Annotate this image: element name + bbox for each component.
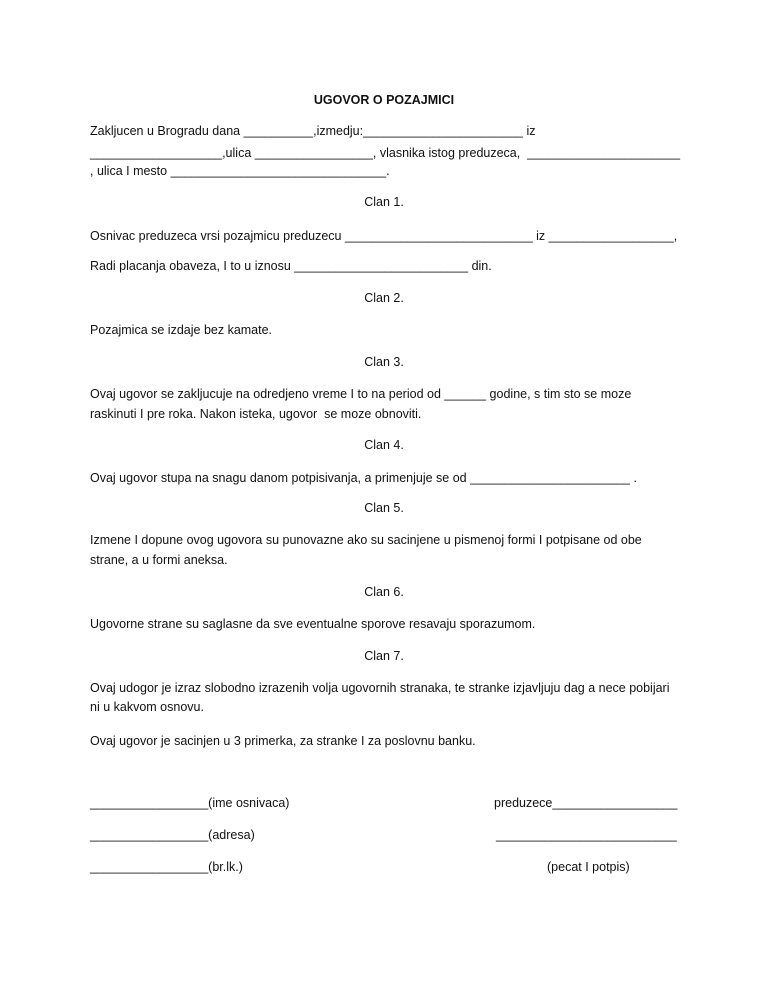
article-2-line-1: Pozajmica se izdaje bez kamate. — [90, 323, 273, 337]
intro-line-1: Zakljucen u Brogradu dana __________,izmedju:_______________________ iz — [90, 124, 536, 138]
article-6-heading: Clan 6. — [364, 585, 404, 599]
article-4-line-1: Ovaj ugovor stupa na snagu danom potpisivanja, a primenjuje se od _______________________ . — [90, 471, 637, 485]
signature-founder-id: _________________(br.lk.) — [90, 860, 243, 874]
article-3-line-2: raskinuti I pre roka. Nakon isteka, ugovor se moze obnoviti. — [90, 407, 422, 421]
article-5-line-2: strane, a u formi aneksa. — [90, 553, 228, 567]
signature-founder-address: _________________(adresa) — [90, 828, 255, 842]
article-3-line-1: Ovaj ugovor se zakljucuje na odredjeno vreme I to na period od ______ godine, s tim sto se moze — [90, 387, 632, 401]
article-1-heading: Clan 1. — [364, 195, 404, 209]
intro-line-2: ___________________,ulica _________________, vlasnika istog preduzeca, ______________________ — [90, 146, 681, 160]
signature-company-line: __________________________ — [496, 828, 677, 842]
article-7-line-1: Ovaj udogor je izraz slobodno izrazenih volja ugovornih stranaka, te stranke izjavljuju dag a nece pobijari — [90, 681, 670, 695]
article-1-line-2: Radi placanja obaveza, I to u iznosu _________________________ din. — [90, 259, 492, 273]
article-6-line-1: Ugovorne strane su saglasne da sve eventualne sporove resavaju sporazumom. — [90, 617, 536, 631]
document-title: UGOVOR O POZAJMICI — [313, 93, 455, 107]
intro-line-3: , ulica I mesto _______________________________. — [90, 164, 390, 178]
closing-statement: Ovaj ugovor je sacinjen u 3 primerka, za stranke I za poslovnu banku. — [90, 734, 476, 748]
article-3-heading: Clan 3. — [364, 355, 404, 369]
signature-company: preduzece__________________ — [494, 796, 678, 810]
article-1-line-1: Osnivac preduzeca vrsi pozajmicu preduzecu ___________________________ iz __________________, — [90, 229, 678, 243]
article-7-line-2: ni u kakvom osnovu. — [90, 700, 204, 714]
signature-stamp-label: (pecat I potpis) — [547, 860, 630, 874]
article-4-heading: Clan 4. — [364, 438, 404, 452]
article-7-heading: Clan 7. — [364, 649, 404, 663]
signature-founder-name: _________________(ime osnivaca) — [90, 796, 290, 810]
article-5-heading: Clan 5. — [364, 501, 404, 515]
article-2-heading: Clan 2. — [364, 291, 404, 305]
article-5-line-1: Izmene I dopune ovog ugovora su punovazne ako su sacinjene u pismenoj formi I potpisane od obe — [90, 533, 642, 547]
